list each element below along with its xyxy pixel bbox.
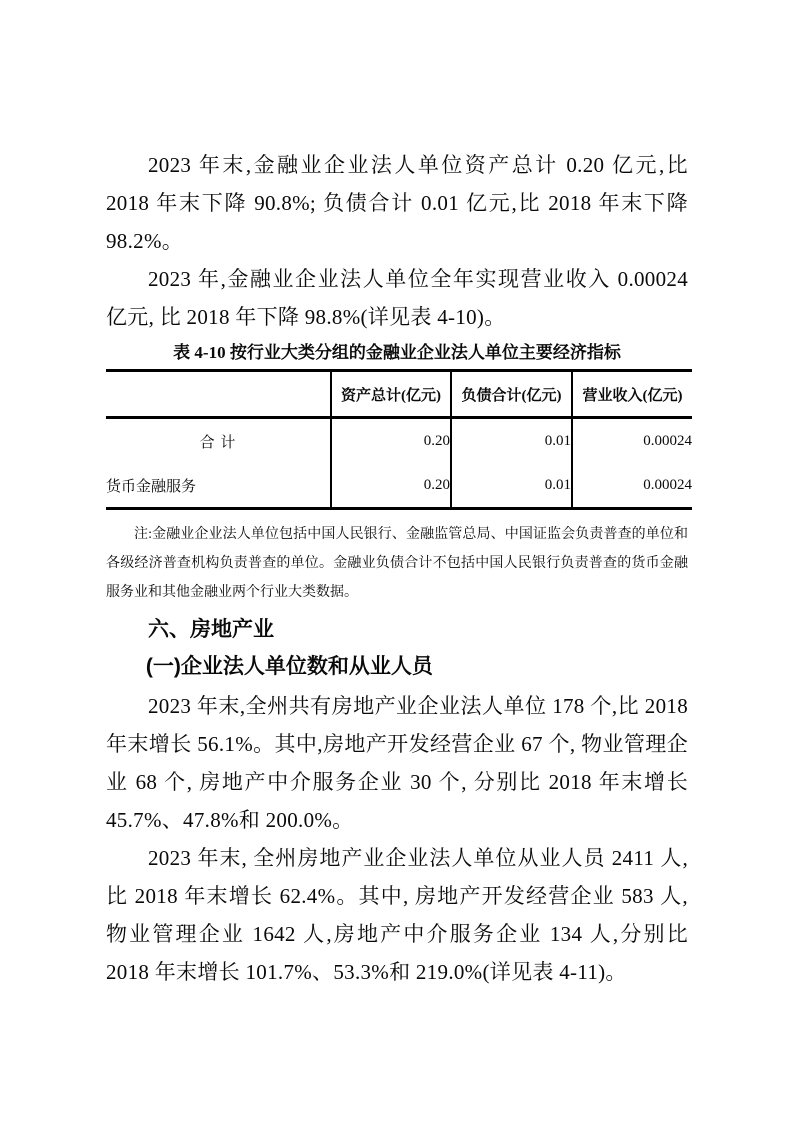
table-4-10 — [106, 369, 692, 510]
table-header-assets: 资产总计(亿元) — [331, 371, 451, 418]
table-4-10-title: 表 4-10 按行业大类分组的金融业企业法人单位主要经济指标 — [173, 343, 621, 362]
paragraph-finance-assets: 2023 年末,金融业企业法人单位资产总计 0.20 亿元,比 2018 年末下降 90.8%; 负债合计 0.01 亿元,比 2018 年末下降 98.2%。 — [106, 153, 688, 253]
page-content — [106, 0, 692, 991]
table-header-row — [106, 371, 692, 418]
table-cell-monetary-liabilities: 0.01 — [451, 463, 572, 509]
table-cell-total-assets: 0.20 — [331, 418, 451, 464]
table-footnote: 注:金融业企业法人单位包括中国人民银行、金融监管总局、中国证监会负责普查的单位和各级经济普查机构负责普查的单位。金融业负债合计不包括中国人民银行负责普查的货币金融服务业和其他金融业两个行业大类数据。 — [106, 527, 688, 600]
table-cell-total-revenue: 0.00024 — [572, 418, 692, 464]
table-row-total — [106, 418, 692, 464]
paragraph-real-estate-units: 2023 年末,全州共有房地产业企业法人单位 178 个,比 2018 年末增长 56.1%。其中,房地产开发经营企业 67 个, 物业管理企业 68 个, 房地产中介服务企业 30 个, 分别比 2018 年末增长 45.7%、47.8%和 200.0%。 — [106, 694, 688, 832]
table-cell-monetary-assets: 0.20 — [331, 463, 451, 509]
table-row-monetary-services — [106, 463, 692, 509]
paragraph-real-estate-employees: 2023 年末, 全州房地产业企业法人单位从业人员 2411 人,比 2018 年末增长 62.4%。其中, 房地产开发经营企业 583 人, 物业管理企业 1642 人,房地产中介服务企业 134 人,分别比 2018 年末增长 101.7%、53.3%和 219.0%(详见表 4-11)。 — [106, 846, 688, 984]
table-cell-total-liabilities: 0.01 — [451, 418, 572, 464]
table-cell-monetary-label: 货币金融服务 — [106, 478, 197, 495]
table-cell-total-label: 合 计 — [199, 434, 237, 451]
table-header-liabilities: 负债合计(亿元) — [451, 371, 572, 418]
section-heading-real-estate: 六、房地产业 — [148, 618, 274, 641]
table-header-revenue: 营业收入(亿元) — [572, 371, 692, 418]
paragraph-finance-revenue: 2023 年,金融业企业法人单位全年实现营业收入 0.00024 亿元, 比 2018 年下降 98.8%(详见表 4-10)。 — [106, 267, 688, 329]
subsection-heading-legal-units: (一)企业法人单位数和从业人员 — [145, 655, 433, 678]
table-cell-monetary-revenue: 0.00024 — [572, 463, 692, 509]
table-header-empty — [106, 371, 331, 418]
